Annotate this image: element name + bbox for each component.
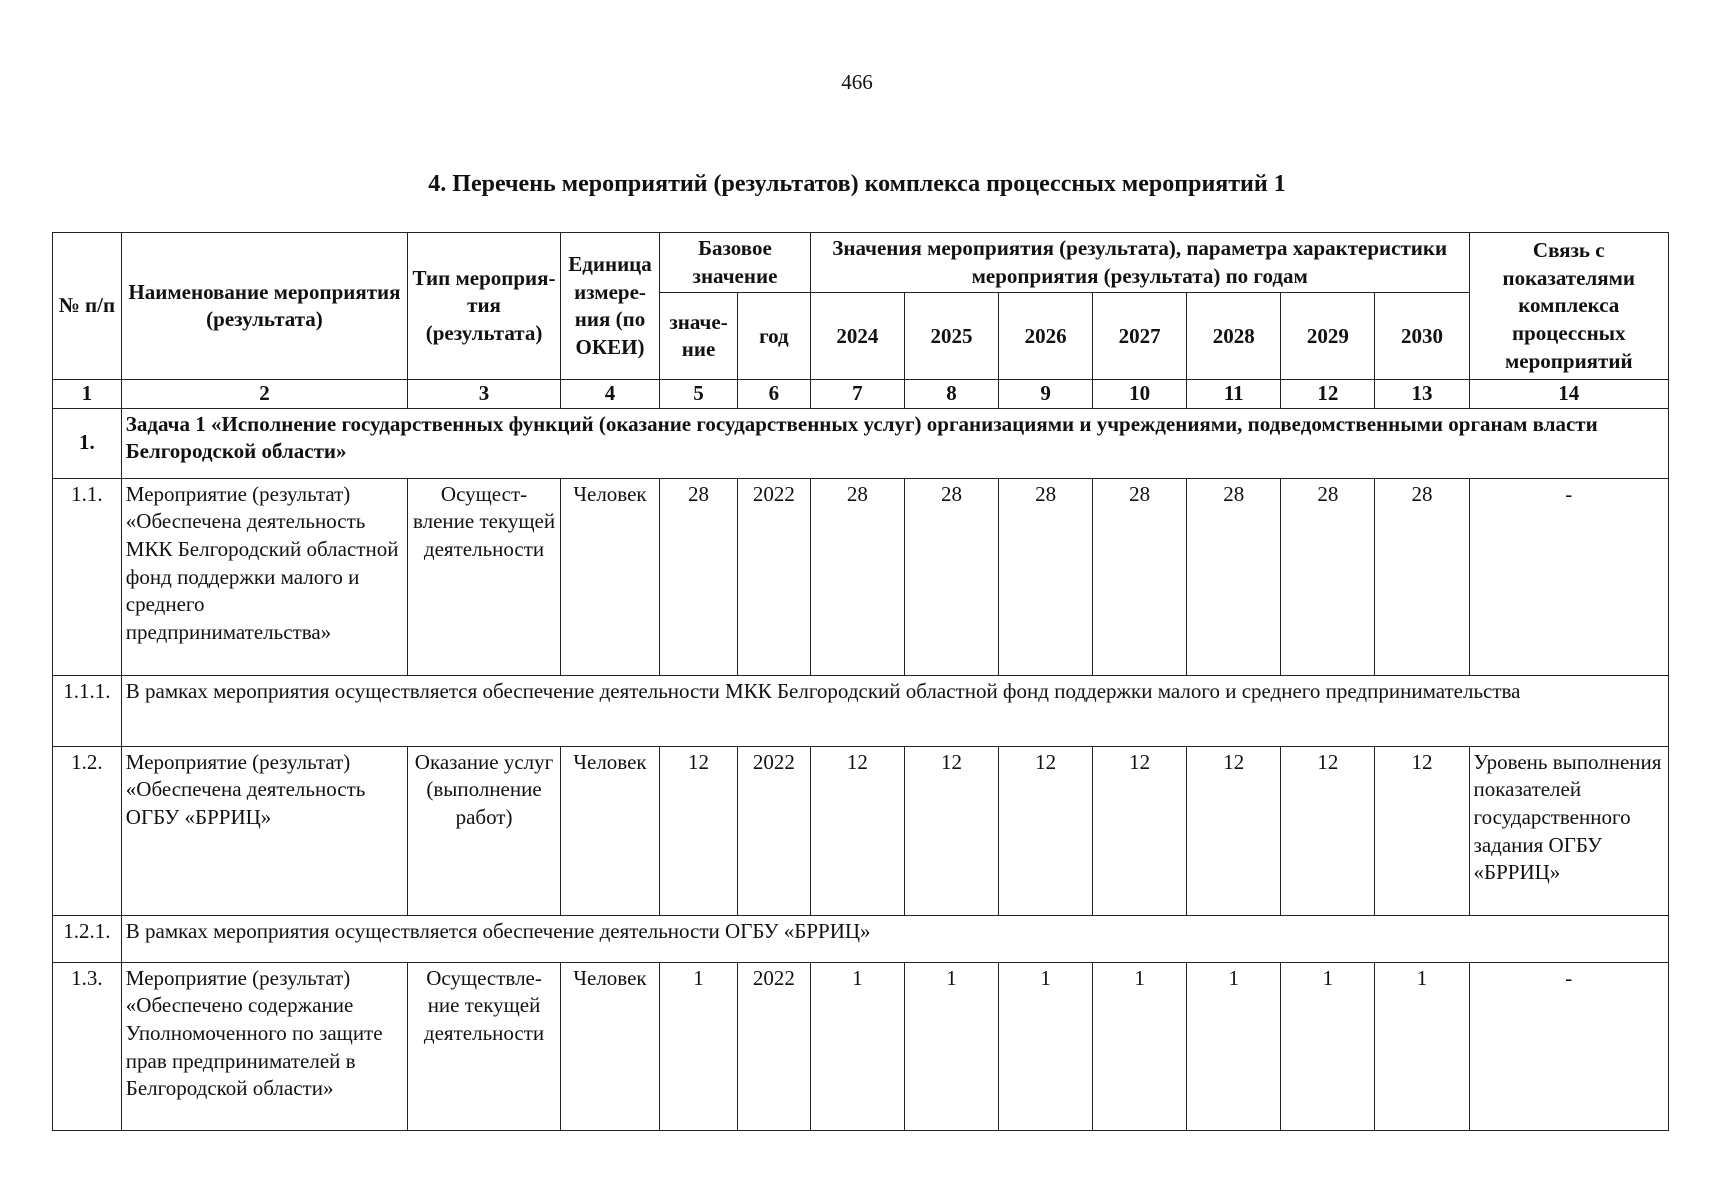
- row-value-2026: 1: [999, 962, 1093, 1130]
- header-type: Тип мероприя-тия (результата): [408, 233, 561, 380]
- header-year: 2027: [1093, 293, 1187, 380]
- row-unit: Человек: [560, 746, 659, 915]
- column-number: 6: [737, 380, 810, 408]
- row-value-2025: 12: [904, 746, 998, 915]
- row-base-year: 2022: [737, 746, 810, 915]
- header-base-year: год: [737, 293, 810, 380]
- row-value-2029: 12: [1281, 746, 1375, 915]
- column-number: 5: [660, 380, 738, 408]
- row-num: 1.2.: [53, 746, 122, 915]
- row-type: Осуществле-ние текущей деятельности: [408, 962, 561, 1130]
- row-value-2028: 1: [1187, 962, 1281, 1130]
- column-number: 10: [1093, 380, 1187, 408]
- row-value-2025: 1: [904, 962, 998, 1130]
- task-text: Задача 1 «Исполнение государственных функций (оказание государственных услуг) организациями и учреждениями, подведомственными органам власти Белгородской области»: [121, 408, 1668, 478]
- row-value-2024: 1: [810, 962, 904, 1130]
- row-value-2030: 28: [1375, 478, 1469, 675]
- row-base-value: 28: [660, 478, 738, 675]
- row-value-2030: 12: [1375, 746, 1469, 915]
- table-row: [53, 962, 1669, 1130]
- column-number: 7: [810, 380, 904, 408]
- row-num: 1.2.1.: [53, 915, 122, 962]
- row-value-2027: 1: [1093, 962, 1187, 1130]
- row-value-2027: 12: [1093, 746, 1187, 915]
- column-number: 14: [1469, 380, 1668, 408]
- header-base-value: значе-ние: [660, 293, 738, 380]
- column-number: 3: [408, 380, 561, 408]
- table-row: [53, 746, 1669, 915]
- row-name: Мероприятие (результат) «Обеспечена деятельность МКК Белгородский областной фонд поддержки малого и среднего предпринимательства»: [121, 478, 407, 675]
- row-value-2025: 28: [904, 478, 998, 675]
- header-year: 2028: [1187, 293, 1281, 380]
- row-name: Мероприятие (результат) «Обеспечена деятельность ОГБУ «БРРИЦ»: [121, 746, 407, 915]
- header-row-1: [53, 233, 1669, 293]
- column-number: 12: [1281, 380, 1375, 408]
- row-type: Оказание услуг (выполнение работ): [408, 746, 561, 915]
- header-year: 2025: [904, 293, 998, 380]
- row-note: В рамках мероприятия осуществляется обеспечение деятельности ОГБУ «БРРИЦ»: [121, 915, 1668, 962]
- header-year: 2030: [1375, 293, 1469, 380]
- header-name: Наименование мероприятия (результата): [121, 233, 407, 380]
- column-number: 4: [560, 380, 659, 408]
- row-num: 1.3.: [53, 962, 122, 1130]
- row-value-2029: 1: [1281, 962, 1375, 1130]
- row-value-2028: 12: [1187, 746, 1281, 915]
- row-base-value: 12: [660, 746, 738, 915]
- row-note: В рамках мероприятия осуществляется обеспечение деятельности МКК Белгородский областной фонд поддержки малого и среднего предпринимательства: [121, 675, 1668, 746]
- column-number: 13: [1375, 380, 1469, 408]
- row-name: Мероприятие (результат) «Обеспечено содержание Уполномоченного по защите прав предпринимателей в Белгородской области»: [121, 962, 407, 1130]
- column-number: 9: [999, 380, 1093, 408]
- row-unit: Человек: [560, 478, 659, 675]
- row-value-2027: 28: [1093, 478, 1187, 675]
- row-base-value: 1: [660, 962, 738, 1130]
- row-value-2028: 28: [1187, 478, 1281, 675]
- header-link: Связь с показателями комплекса процессных мероприятий: [1469, 233, 1668, 380]
- measures-table: [52, 232, 1669, 1131]
- task-num: 1.: [53, 408, 122, 478]
- table-row: [53, 478, 1669, 675]
- column-number: 8: [904, 380, 998, 408]
- column-number: 1: [53, 380, 122, 408]
- column-number-row: [53, 380, 1669, 408]
- header-num: № п/п: [53, 233, 122, 380]
- row-value-2030: 1: [1375, 962, 1469, 1130]
- row-value-2026: 12: [999, 746, 1093, 915]
- header-year: 2024: [810, 293, 904, 380]
- task-row: [53, 408, 1669, 478]
- column-number: 2: [121, 380, 407, 408]
- page-number: 466: [841, 70, 873, 94]
- document-title: 4. Перечень мероприятий (результатов) комплекса процессных мероприятий 1: [428, 171, 1286, 197]
- row-link: -: [1469, 962, 1668, 1130]
- header-base: Базовое значение: [660, 233, 811, 293]
- header-year: 2029: [1281, 293, 1375, 380]
- row-value-2029: 28: [1281, 478, 1375, 675]
- row-base-year: 2022: [737, 962, 810, 1130]
- header-year: 2026: [999, 293, 1093, 380]
- row-unit: Человек: [560, 962, 659, 1130]
- note-row: [53, 915, 1669, 962]
- row-value-2026: 28: [999, 478, 1093, 675]
- note-row: [53, 675, 1669, 746]
- row-num: 1.1.1.: [53, 675, 122, 746]
- row-num: 1.1.: [53, 478, 122, 675]
- column-number: 11: [1187, 380, 1281, 408]
- header-unit: Единица измере-ния (по ОКЕИ): [560, 233, 659, 380]
- row-base-year: 2022: [737, 478, 810, 675]
- row-link: Уровень выполнения показателей государственного задания ОГБУ «БРРИЦ»: [1469, 746, 1668, 915]
- row-value-2024: 12: [810, 746, 904, 915]
- header-values-by-year: Значения мероприятия (результата), параметра характеристики мероприятия (результата) по годам: [810, 233, 1469, 293]
- row-value-2024: 28: [810, 478, 904, 675]
- row-link: -: [1469, 478, 1668, 675]
- row-type: Осущест-вление текущей деятельности: [408, 478, 561, 675]
